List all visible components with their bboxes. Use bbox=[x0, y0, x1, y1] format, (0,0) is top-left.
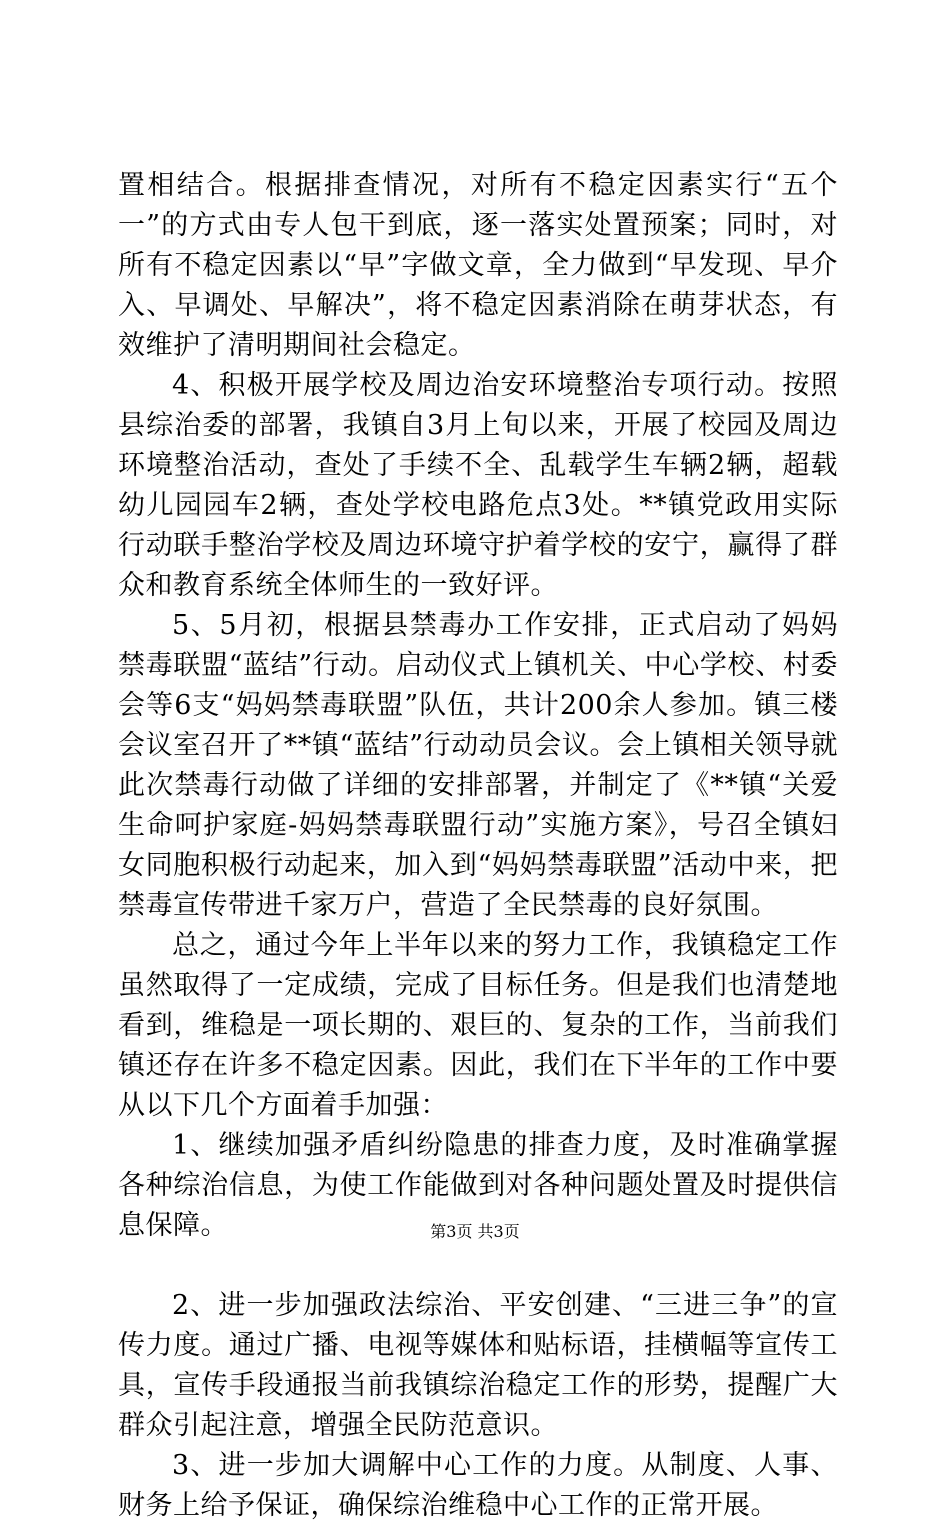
paragraph-continuation: 置相结合。根据排查情况，对所有不稳定因素实行“五个一”的方式由专人包干到底，逐一落实处置预案；同时，对所有不稳定因素以“早”字做文章，全力做到“早发现、早介入、早调处、早解决”，将不稳定因素消除在萌芽状态，有效维护了清明期间社会稳定。 bbox=[118, 170, 838, 361]
paragraph-item-4: 4、积极开展学校及周边治安环境整治专项行动。按照县综治委的部署，我镇自3月上旬以来，开展了校园及周边环境整治活动，查处了手续不全、乱载学生车辆2辆，超载幼儿园园车2辆，查处学校电路危点3处。**镇党政用实际行动联手整治学校及周边环境守护着学校的安宁，赢得了群众和教育系统全体师生的一致好评。 bbox=[118, 370, 838, 601]
paragraph-spacer bbox=[118, 1246, 838, 1286]
page-number-footer: 第3页 共3页 bbox=[430, 1222, 520, 1241]
paragraph-plan-2: 2、进一步加强政法综治、平安创建、“三进三争”的宣传力度。通过广播、电视等媒体和贴标语，挂横幅等宣传工具，宣传手段通报当前我镇综治稳定工作的形势，提醒广大群众引起注意，增强全民防范意识。 bbox=[118, 1290, 838, 1441]
paragraph-summary: 总之，通过今年上半年以来的努力工作，我镇稳定工作虽然取得了一定成绩，完成了目标任务。但是我们也清楚地看到，维稳是一项长期的、艰巨的、复杂的工作，当前我们镇还存在许多不稳定因素。因此，我们在下半年的工作中要从以下几个方面着手加强： bbox=[118, 930, 838, 1121]
paragraph-plan-3: 3、进一步加大调解中心工作的力度。从制度、人事、财务上给予保证，确保综治维稳中心工作的正常开展。 bbox=[118, 1450, 838, 1521]
document-body bbox=[118, 166, 838, 1526]
paragraph-item-5: 5、5月初，根据县禁毒办工作安排，正式启动了妈妈禁毒联盟“蓝结”行动。启动仪式上镇机关、中心学校、村委会等6支“妈妈禁毒联盟”队伍，共计200余人参加。镇三楼会议室召开了**镇“蓝结”行动动员会议。会上镇相关领导就此次禁毒行动做了详细的安排部署，并制定了《**镇“关爱生命呵护家庭-妈妈禁毒联盟行动”实施方案》，号召全镇妇女同胞积极行动起来，加入到“妈妈禁毒联盟”活动中来，把禁毒宣传带进千家万户，营造了全民禁毒的良好氛围。 bbox=[118, 610, 838, 921]
paragraph-plan-1: 1、继续加强矛盾纠纷隐患的排查力度，及时准确掌握各种综治信息，为使工作能做到对各种问题处置及时提供信息保障。 bbox=[118, 1130, 838, 1241]
